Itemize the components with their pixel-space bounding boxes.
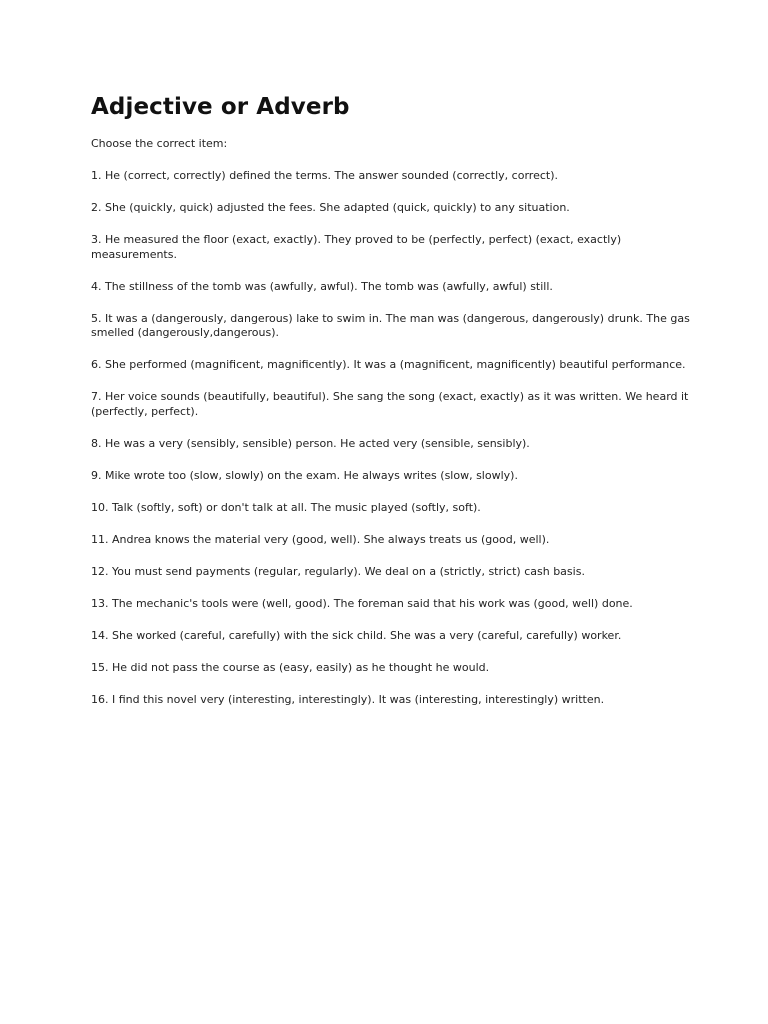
document-page (91, 93, 691, 725)
instruction-text: Choose the correct item: (91, 137, 228, 150)
exercise-item-5: 5. It was a (dangerously, dangerous) lake to swim in. The man was (dangerous, dangerously) drunk. The gas smelled (dangerously,dangerous). (91, 311, 690, 339)
exercise-list (91, 169, 691, 707)
exercise-item-10: 10. Talk (softly, soft) or don't talk at all. The music played (softly, soft). (91, 500, 481, 514)
exercise-item-9: 9. Mike wrote too (slow, slowly) on the exam. He always writes (slow, slowly). (91, 468, 518, 482)
exercise-item-1: 1. He (correct, correctly) defined the terms. The answer sounded (correctly, correct). (91, 169, 558, 182)
exercise-item-15: 15. He did not pass the course as (easy, easily) as he thought he would. (91, 660, 490, 674)
exercise-item-8: 8. He was a very (sensibly, sensible) person. He acted very (sensible, sensibly). (91, 436, 530, 450)
exercise-item-12: 12. You must send payments (regular, regularly). We deal on a (strictly, strict) cash basis. (91, 564, 585, 578)
exercise-item-3: 3. He measured the floor (exact, exactly). They proved to be (perfectly, perfect) (exact, exactly) measurements. (91, 233, 622, 261)
exercise-item-7: 7. Her voice sounds (beautifully, beautiful). She sang the song (exact, exactly) as it was written. We heard it (perfectly, perfect). (91, 390, 689, 418)
exercise-item-6: 6. She performed (magnificent, magnificently). It was a (magnificent, magnificently) beautiful performance. (91, 358, 686, 371)
exercise-item-14: 14. She worked (careful, carefully) with the sick child. She was a very (careful, carefully) worker. (91, 628, 622, 642)
page-title: Adjective or Adverb (91, 94, 350, 120)
exercise-item-2: 2. She (quickly, quick) adjusted the fees. She adapted (quick, quickly) to any situation. (91, 201, 570, 214)
exercise-item-16: 16. I find this novel very (interesting, interestingly). It was (interesting, interestingly) written. (91, 692, 605, 706)
exercise-item-11: 11. Andrea knows the material very (good, well). She always treats us (good, well). (91, 532, 550, 546)
exercise-item-4: 4. The stillness of the tomb was (awfully, awful). The tomb was (awfully, awful) still. (91, 279, 553, 293)
exercise-item-13: 13. The mechanic's tools were (well, good). The foreman said that his work was (good, well) done. (91, 596, 633, 610)
